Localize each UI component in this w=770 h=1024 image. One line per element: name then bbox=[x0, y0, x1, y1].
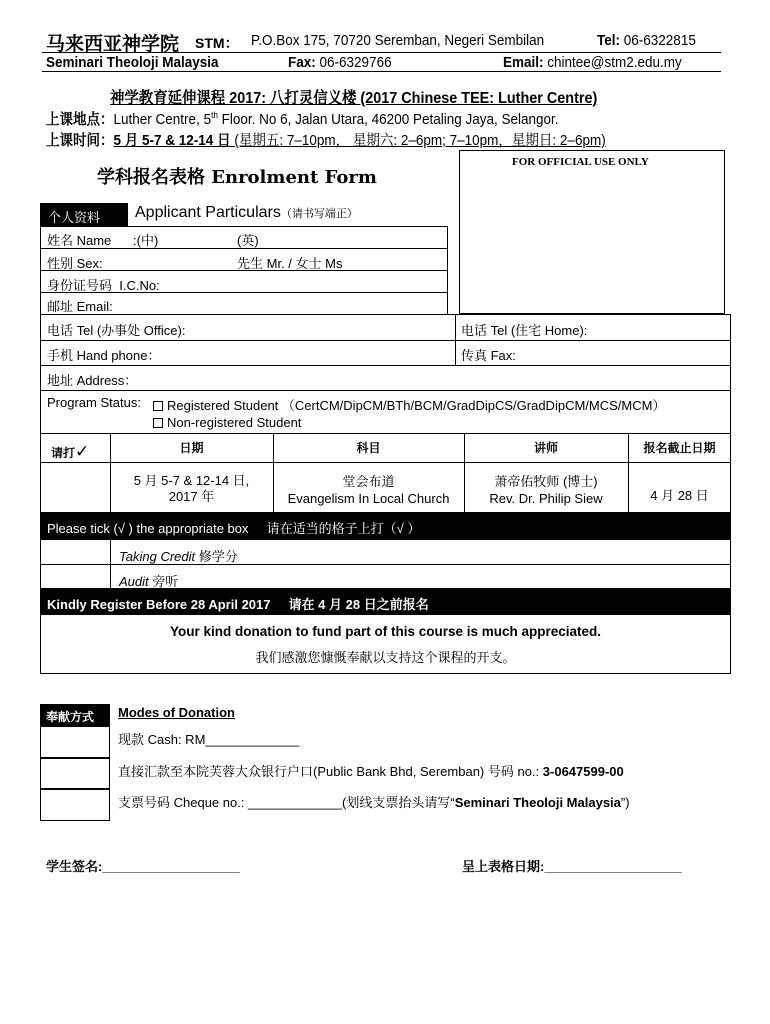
course-title: 神学教育延伸课程 2017: 八打灵信义楼 (2017 Chinese TEE: Luther Centre) bbox=[110, 90, 598, 107]
tel-office-label: 电话 Tel (办事处 Office): bbox=[47, 323, 186, 338]
course-date: 5 月 5-7 & 12-14 日, 2017 年 bbox=[133, 473, 250, 504]
header-deadline: 报名截止日期 bbox=[643, 441, 716, 455]
particulars-title: Applicant Particulars（请书写端正） bbox=[135, 204, 358, 221]
donation-cash: 现款 Cash: RM_____________ bbox=[118, 732, 300, 747]
tick-instruction-bar: Please tick (√ ) the appropriate box 请在适当的格子上打（√ ） bbox=[40, 513, 731, 539]
donation-note-en: Your kind donation to fund part of this course is much appreciated. bbox=[169, 624, 602, 639]
course-lecturer: 萧帝佑牧师 (博士) Rev. Dr. Philip Siew bbox=[489, 474, 603, 506]
form-title: 学科报名表格 Enrolment Form bbox=[97, 167, 377, 188]
donation-bank: 直接汇款至本院芙蓉大众银行户口(Public Bank Bhd, Seremban) 号码 no.: 3-0647599-00 bbox=[118, 764, 624, 779]
donation-note-cn: 我们感激您慷慨奉献以支持这个课程的开支。 bbox=[255, 650, 516, 665]
institute-name-en: Seminari Theoloji Malaysia bbox=[46, 54, 219, 71]
course-venue: 上课地点：Luther Centre, 5th Floor. No 6, Jalan Utara, 46200 Petaling Jaya, Selangor. bbox=[46, 110, 559, 128]
name-en-field[interactable]: (英) bbox=[237, 233, 259, 248]
divider bbox=[40, 340, 731, 341]
official-use-box bbox=[459, 150, 725, 314]
sex-label: 性别 Sex: bbox=[47, 256, 103, 271]
donation-tag: 奉献方式 bbox=[40, 704, 110, 726]
student-signature[interactable]: 学生签名:___________________ bbox=[46, 859, 240, 874]
header-lecturer: 讲师 bbox=[533, 441, 558, 455]
institute-tel: Tel: 06-6322815 bbox=[597, 32, 696, 49]
header-rule bbox=[42, 52, 721, 53]
course-deadline: 4 月 28 日 bbox=[650, 488, 709, 503]
institute-fax: Fax: 06-6329766 bbox=[288, 54, 392, 71]
sex-options[interactable]: 先生 Mr. / 女士 Ms bbox=[237, 256, 343, 271]
donation-tick-2[interactable] bbox=[40, 758, 110, 789]
fax-label: 传真 Fax: bbox=[461, 348, 516, 363]
option-credit: Taking Credit 修学分 bbox=[119, 549, 238, 564]
particulars-tag: 个人资料 bbox=[40, 203, 128, 227]
donation-tick-3[interactable] bbox=[40, 789, 110, 821]
donation-title: Modes of Donation bbox=[118, 705, 235, 720]
donation-tick-1[interactable] bbox=[40, 726, 110, 758]
email-label: 邮址 Email: bbox=[47, 299, 113, 314]
submission-date[interactable]: 呈上表格日期:___________________ bbox=[462, 859, 682, 874]
register-before-bar: Kindly Register Before 28 April 2017 请在 4 月 28 日之前报名 bbox=[40, 589, 731, 614]
credit-tick-cell[interactable] bbox=[41, 540, 110, 564]
checkmark-icon: ✓ bbox=[75, 442, 90, 461]
institute-email: Email: chintee@stm2.edu.my bbox=[503, 54, 682, 71]
non-registered-option[interactable]: Non-registered Student bbox=[153, 415, 301, 430]
ic-label: 身份证号码 I.C.No: bbox=[47, 278, 160, 293]
checkbox-icon[interactable] bbox=[153, 401, 163, 411]
header-date: 日期 bbox=[179, 441, 204, 455]
divider bbox=[110, 539, 111, 589]
tel-home-label: 电话 Tel (住宅 Home): bbox=[461, 323, 588, 338]
audit-tick-cell[interactable] bbox=[41, 565, 110, 589]
official-use-label: FOR OFFICIAL USE ONLY bbox=[512, 156, 649, 168]
institute-abbr: STM： bbox=[195, 35, 239, 51]
header-rule-2 bbox=[42, 71, 721, 72]
institute-name-cn: 马来西亚神学院 bbox=[46, 34, 180, 55]
checkbox-icon[interactable] bbox=[153, 418, 163, 428]
option-audit: Audit 旁听 bbox=[119, 574, 179, 589]
course-subject: 堂会布道 Evangelism In Local Church bbox=[287, 474, 450, 506]
institute-address: P.O.Box 175, 70720 Seremban, Negeri Sembilan bbox=[251, 32, 545, 49]
course-time: 上课时间：5 月 5-7 & 12-14 日 (星期五: 7–10pm， 星期六: 2–6pm; 7–10pm，星期日: 2–6pm) bbox=[46, 132, 606, 149]
program-status-label: Program Status: bbox=[47, 395, 141, 410]
tick-cell[interactable] bbox=[41, 463, 110, 512]
header-tick: 请打✓ bbox=[51, 442, 90, 461]
registered-option[interactable]: Registered Student （CertCM/DipCM/BTh/BCM/GradDipCS/GradDipCM/MCS/MCM） bbox=[153, 395, 665, 414]
name-label: 姓名 Name bbox=[47, 233, 112, 248]
divider bbox=[40, 390, 731, 391]
header-subject: 科目 bbox=[356, 441, 381, 455]
name-cn-field[interactable]: :(中) bbox=[133, 233, 159, 248]
address-label: 地址 Address： bbox=[47, 373, 138, 388]
divider bbox=[455, 314, 456, 365]
handphone-label: 手机 Hand phone： bbox=[47, 348, 161, 363]
donation-cheque: 支票号码 Cheque no.: _____________(划线支票抬头请写“Seminari Theoloji Malaysia”) bbox=[118, 795, 630, 810]
divider bbox=[40, 365, 731, 366]
